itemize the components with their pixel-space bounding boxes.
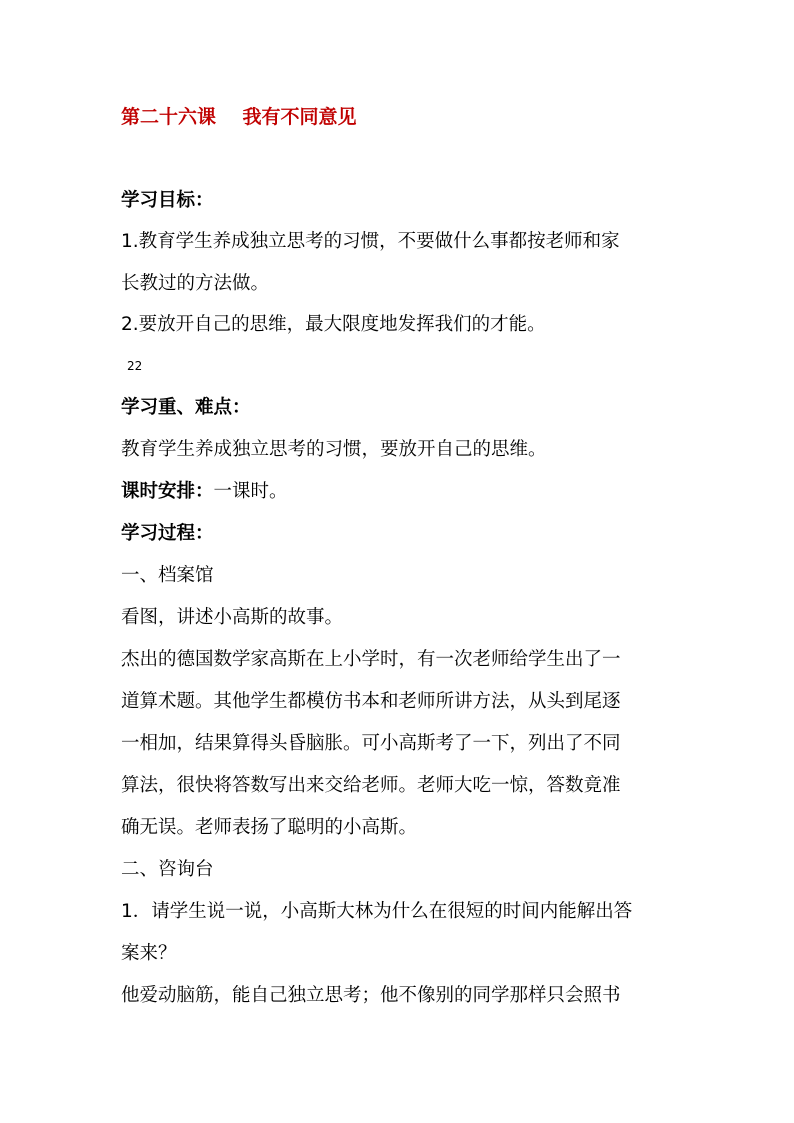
section-1-intro: 看图，讲述小高斯的故事。: [121, 607, 344, 628]
story-line-2: 道算术题。其他学生都模仿书本和老师所讲方法，从头到尾逐: [121, 691, 621, 712]
story-line-5: 确无误。老师表扬了聪明的小高斯。: [121, 817, 418, 838]
page-number: 22: [127, 359, 143, 373]
story-line-1: 杰出的德国数学家高斯在上小学时，有一次老师给学生出了一: [121, 649, 621, 670]
schedule-line: [121, 479, 288, 505]
process-heading: 学习过程：: [121, 523, 214, 544]
objective-2: 2.要放开自己的思维，最大限度地发挥我们的才能。: [121, 314, 546, 335]
section-1-title: 一、档案馆: [121, 565, 214, 586]
objective-1-line-2: 长教过的方法做。: [121, 273, 270, 294]
lesson-title: 第二十六课 我有不同意见: [121, 106, 357, 128]
answer-1-line-1: 他爱动脑筋，能自己独立思考；他不像别的同学那样只会照书: [121, 985, 621, 1006]
key-points-heading: 学习重、难点：: [121, 397, 251, 418]
story-line-3: 一相加，结果算得头昏脑胀。可小高斯考了一下，列出了不同: [121, 733, 621, 754]
story-line-4: 算法，很快将答数写出来交给老师。老师大吃一惊，答数竟准: [121, 775, 621, 796]
question-1-line-1: 1．请学生说一说，小高斯大林为什么在很短的时间内能解出答: [121, 901, 633, 922]
section-2-title: 二、咨询台: [121, 859, 214, 880]
key-points-text: 教育学生养成独立思考的习惯，要放开自己的思维。: [121, 439, 547, 460]
objective-1-line-1: 1.教育学生养成独立思考的习惯，不要做什么事都按老师和家: [121, 231, 620, 252]
schedule-value: 一课时。: [213, 481, 288, 502]
question-1-line-2: 案来？: [121, 943, 177, 964]
objectives-heading: 学习目标：: [121, 190, 214, 211]
schedule-label: 课时安排：: [121, 481, 214, 502]
